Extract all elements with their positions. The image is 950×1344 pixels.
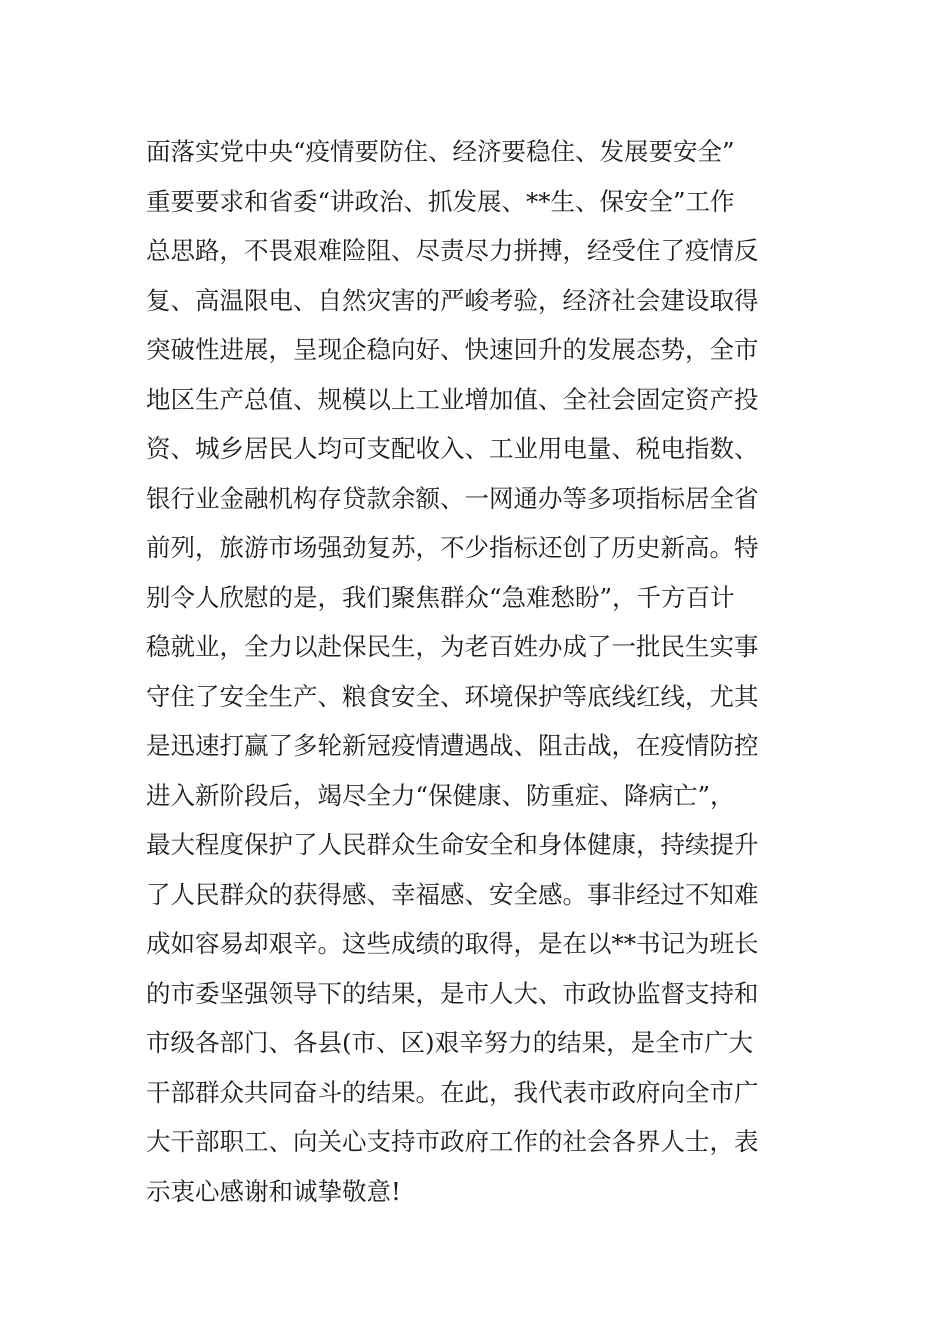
text-line: 是迅速打赢了多轮新冠疫情遭遇战、阻击战，在疫情防控 <box>146 731 759 760</box>
text-line: 成如容易却艰辛。这些成绩的取得，是在以**书记为班长 <box>146 929 759 958</box>
text-line: 重要要求和省委“讲政治、抓发展、**生、保安全”工作 <box>146 186 735 216</box>
text-line: 进入新阶段后，竭尽全力“保健康、防重症、降病亡”， <box>146 780 735 810</box>
text-line: 地区生产总值、规模以上工业增加值、全社会固定资产投 <box>146 384 759 414</box>
text-line: 大干部职工、向关心支持市政府工作的社会各界人士，表 <box>146 1127 759 1156</box>
text-line: 面落实党中央“疫情要防住、经济要稳住、发展要安全” <box>146 137 735 166</box>
text-line: 前列，旅游市场强劲复苏，不少指标还创了历史新高。特 <box>146 533 759 562</box>
text-line: 干部群众共同奋斗的结果。在此，我代表市政府向全市广 <box>146 1077 759 1107</box>
text-line: 示衷心感谢和诚挚敬意! <box>146 1176 401 1206</box>
text-line: 别令人欣慰的是，我们聚焦群众“急难愁盼”，千方百计 <box>146 582 735 612</box>
text-line: 市级各部门、各县(市、区)艰辛努力的结果，是全市广大 <box>146 1028 754 1057</box>
text-line: 复、高温限电、自然灾害的严峻考验，经济社会建设取得 <box>146 285 759 315</box>
text-line: 资、城乡居民人均可支配收入、工业用电量、税电指数、 <box>146 434 759 463</box>
text-line: 守住了安全生产、粮食安全、环境保护等底线红线，尤其 <box>146 681 759 711</box>
text-line: 稳就业，全力以赴保民生，为老百姓办成了一批民生实事 <box>146 632 759 661</box>
text-line: 的市委坚强领导下的结果，是市人大、市政协监督支持和 <box>146 978 759 1008</box>
text-line: 了人民群众的获得感、幸福感、安全感。事非经过不知难 <box>146 879 759 909</box>
body-paragraph <box>146 127 816 1216</box>
text-line: 突破性进展，呈现企稳向好、快速回升的发展态势，全市 <box>146 335 759 364</box>
text-line: 最大程度保护了人民群众生命安全和身体健康，持续提升 <box>146 830 759 859</box>
text-line: 银行业金融机构存贷款余额、一网通办等多项指标居全省 <box>146 483 759 513</box>
text-line: 总思路，不畏艰难险阻、尽责尽力拼搏，经受住了疫情反 <box>146 236 759 265</box>
